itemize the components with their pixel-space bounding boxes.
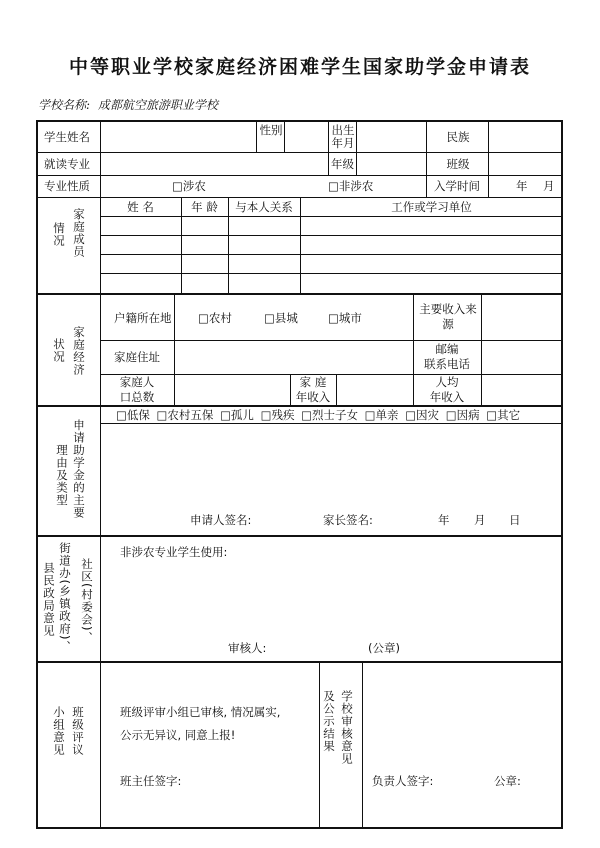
household-label: 户籍所在地 <box>114 311 172 325</box>
school-line <box>38 96 222 113</box>
percap-income-label-2: 年收入 <box>429 390 465 404</box>
reason-label-b: 申请助学金的主要 <box>72 419 86 519</box>
class-label: 班级 <box>446 157 470 171</box>
row-line <box>100 254 563 255</box>
school-name: 成都航空旅游职业学校 <box>97 98 218 112</box>
economy-section-label: 状况 <box>52 338 66 363</box>
community-label-c: 社区(村委会)、 <box>80 558 94 644</box>
address-label: 家庭住址 <box>114 350 160 364</box>
reason-month: 月 <box>474 513 486 527</box>
row-line <box>38 175 563 176</box>
row-line <box>100 340 563 341</box>
reason-year: 年 <box>438 513 450 527</box>
applicant-sign-label: 申请人签名: <box>190 513 252 527</box>
school-review-label-a: 及公示结果 <box>322 690 336 753</box>
col-line <box>328 122 329 175</box>
rural-option[interactable]: □农村 <box>198 311 232 325</box>
population-label-1: 家庭人 <box>119 375 155 389</box>
income-source-label: 主要收入来源 <box>419 302 477 331</box>
type-disability[interactable]: □残疾 <box>260 408 295 422</box>
community-label-b: 街道办(乡镇政府)、 <box>58 542 72 653</box>
class-review-label-b: 班级评议 <box>71 706 85 756</box>
family-members-label: 家庭成员 <box>72 208 86 258</box>
class-review-label-a: 小组意见 <box>52 706 66 756</box>
school-seal-label: 公章: <box>494 774 521 788</box>
row-line <box>100 216 563 217</box>
county-option[interactable]: □县城 <box>264 311 298 325</box>
student-name-label: 学生姓名 <box>44 130 90 144</box>
col-line <box>488 122 489 197</box>
percap-income-label-1: 人均 <box>435 375 459 389</box>
class-review-text-1: 班级评审小组已审核, 情况属实, <box>120 705 281 719</box>
type-dibao[interactable]: □低保 <box>116 408 150 422</box>
community-label-a: 县民政局意见 <box>42 562 56 637</box>
economy-label: 家庭经济 <box>72 326 86 376</box>
col-relation-header: 与本人关系 <box>235 200 293 214</box>
major-label: 就读专业 <box>44 157 90 171</box>
col-line <box>362 661 363 829</box>
col-line <box>100 122 101 829</box>
col-line <box>336 374 337 405</box>
nature-label: 专业性质 <box>44 179 90 193</box>
col-line <box>284 122 285 152</box>
phone-label: 联系电话 <box>424 357 470 371</box>
application-form <box>36 120 563 829</box>
type-rural-wubao[interactable]: □农村五保 <box>156 408 214 422</box>
hardship-types <box>116 407 523 423</box>
enroll-label: 入学时间 <box>434 179 480 193</box>
annual-income-label-2: 年收入 <box>295 390 331 404</box>
school-label: 学校名称: <box>38 98 91 112</box>
row-line <box>100 273 563 274</box>
col-line <box>256 122 257 152</box>
col-name-header: 姓 名 <box>127 200 154 214</box>
col-age-header: 年 龄 <box>191 200 218 214</box>
page-title: 中等职业学校家庭经济困难学生国家助学金申请表 <box>68 56 531 78</box>
type-martyr-child[interactable]: □烈士子女 <box>301 408 358 422</box>
community-reviewer-label: 审核人: <box>228 641 267 655</box>
nonagri-option[interactable]: □非涉农 <box>328 179 374 193</box>
city-option[interactable]: □城市 <box>328 311 362 325</box>
annual-income-label-1: 家 庭 <box>299 375 327 389</box>
community-seal: (公章) <box>368 641 400 655</box>
section-line <box>38 293 563 295</box>
type-illness[interactable]: □因病 <box>445 408 480 422</box>
type-other[interactable]: □其它 <box>486 408 521 422</box>
col-line <box>174 293 175 405</box>
teacher-sign-label: 班主任签字: <box>120 774 182 788</box>
row-line <box>100 423 563 424</box>
birth-label: 出生年月 <box>331 123 355 150</box>
agri-option[interactable]: □涉农 <box>172 179 206 193</box>
school-review-label-b: 学校审核意见 <box>340 690 354 765</box>
family-section-label: 情况 <box>52 222 66 247</box>
type-disaster[interactable]: □因灾 <box>405 408 440 422</box>
section-line <box>38 535 563 537</box>
type-single-parent[interactable]: □单亲 <box>364 408 399 422</box>
enroll-year: 年 <box>516 179 528 193</box>
reason-day: 日 <box>509 513 521 527</box>
postcode-label: 邮编 <box>435 342 459 356</box>
population-label-2: 口总数 <box>119 390 155 404</box>
col-line <box>481 293 482 405</box>
grade-label: 年级 <box>331 157 354 171</box>
class-review-text-2: 公示无异议, 同意上报! <box>120 728 236 742</box>
gender-label: 性别 <box>259 123 283 137</box>
col-line <box>319 661 320 829</box>
row-line <box>100 235 563 236</box>
row-line <box>38 152 563 153</box>
col-work-header: 工作或学习单位 <box>391 200 472 214</box>
enroll-month: 月 <box>543 179 555 193</box>
parent-sign-label: 家长签名: <box>323 513 373 527</box>
ethnicity-label: 民族 <box>446 130 470 144</box>
leader-sign-label: 负责人签字: <box>372 774 434 788</box>
section-line <box>38 661 563 663</box>
community-note: 非涉农专业学生使用: <box>120 545 228 559</box>
col-line <box>356 122 357 175</box>
type-orphan[interactable]: □孤儿 <box>220 408 254 422</box>
reason-label-a: 理由及类型 <box>55 444 69 507</box>
